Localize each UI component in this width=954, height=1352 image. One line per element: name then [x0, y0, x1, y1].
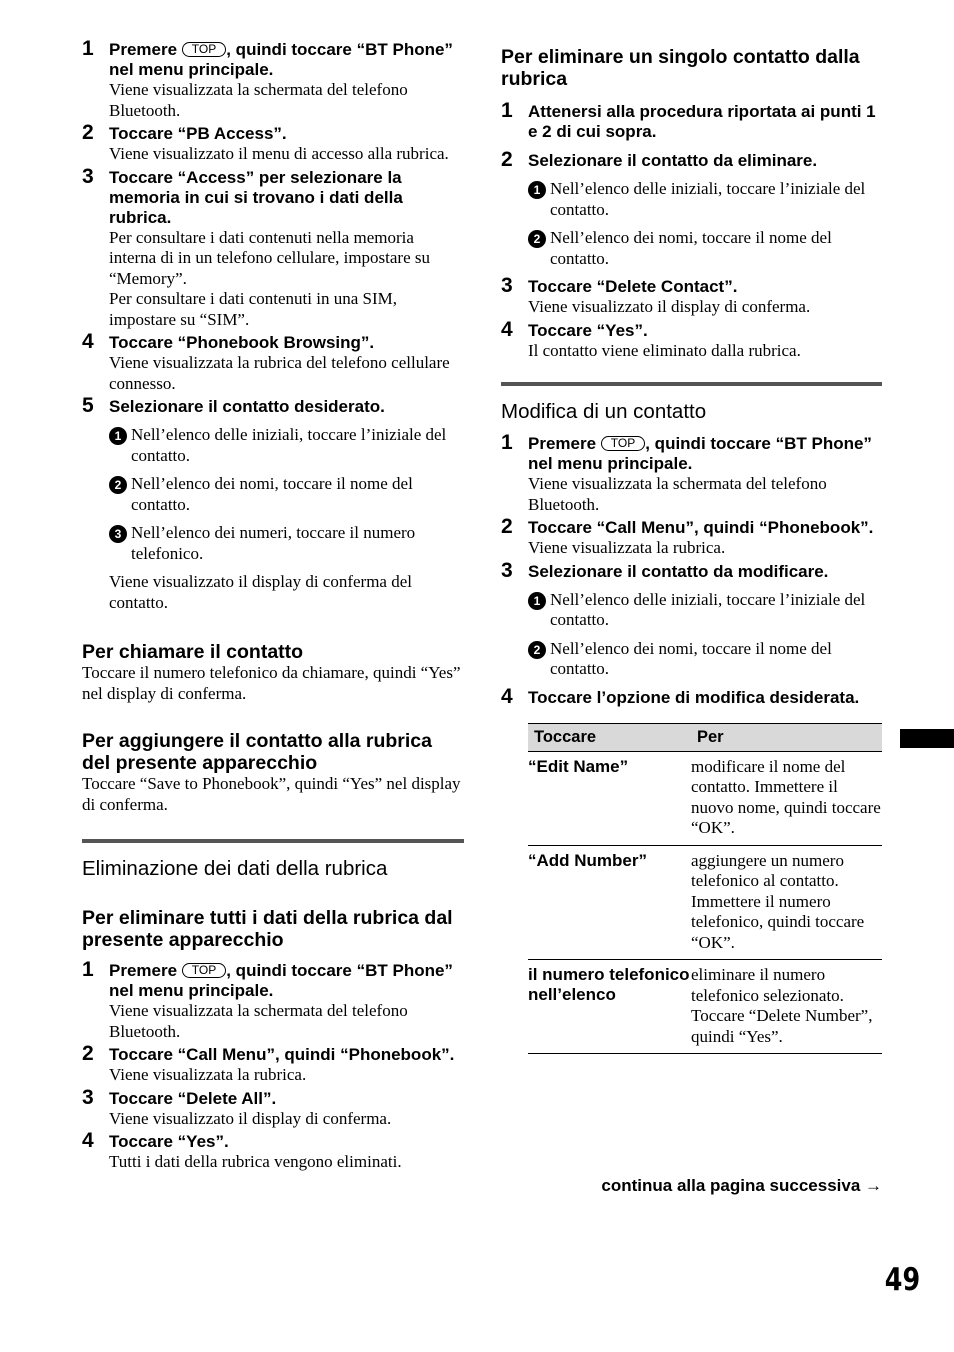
- sub-step: [109, 474, 464, 515]
- circled-number-icon: 1: [528, 592, 546, 610]
- sub-step-text: Nell’elenco dei nomi, toccare il nome del contatto.: [550, 228, 832, 268]
- circled-number-icon: 2: [528, 641, 546, 659]
- step-title: Toccare “Call Menu”, quindi “Phonebook”.: [109, 1045, 455, 1064]
- step-3: [501, 274, 882, 318]
- sub-step-text: Nell’elenco dei nomi, toccare il nome del contatto.: [131, 474, 413, 514]
- sub-step-text: Nell’elenco delle iniziali, toccare l’iniziale del contatto.: [550, 589, 866, 629]
- table-cell: il numero telefonico nell’elenco: [528, 960, 691, 1054]
- table-cell: “Edit Name”: [528, 751, 691, 845]
- step-body: Viene visualizzato il display di conferma.: [109, 1108, 392, 1128]
- step-body: Viene visualizzata la schermata del telefono Bluetooth.: [109, 1001, 408, 1041]
- circled-number-icon: 1: [109, 427, 127, 445]
- sub-step: [109, 523, 464, 564]
- top-key: TOP: [601, 436, 645, 451]
- call-body: Toccare il numero telefonico da chiamare, quindi “Yes” nel display di conferma.: [82, 663, 461, 703]
- step-2: [82, 1042, 464, 1086]
- step-1: [82, 958, 464, 1042]
- step-body: Il contatto viene eliminato dalla rubrica.: [528, 340, 801, 360]
- step-title: Selezionare il contatto desiderato.: [109, 397, 385, 416]
- step-1: [82, 37, 464, 121]
- step-title: Toccare l’opzione di modifica desiderata.: [528, 687, 860, 707]
- step-2: [501, 515, 882, 559]
- step-number: 4: [501, 684, 513, 708]
- call-heading: Per chiamare il contatto: [82, 641, 304, 663]
- sub-step: [528, 179, 882, 220]
- sub-step: [528, 639, 882, 680]
- table-header: Per: [691, 723, 882, 751]
- circled-number-icon: 2: [109, 476, 127, 494]
- table-cell: modificare il nome del contatto. Immettere il nuovo nome, quindi toccare “OK”.: [691, 751, 882, 845]
- step-body: Viene visualizzata la schermata del telefono Bluetooth.: [109, 80, 408, 120]
- step-title-pre: Premere: [528, 434, 601, 453]
- step-4: [82, 1129, 464, 1173]
- step-number: 4: [82, 1129, 94, 1152]
- step-number: 2: [82, 1042, 94, 1065]
- step-title: [528, 434, 882, 474]
- step-title-pre: Premere: [109, 40, 182, 59]
- circled-number-icon: 1: [528, 181, 546, 199]
- sub-step: [528, 228, 882, 269]
- edit-options-table: [528, 723, 882, 1055]
- step-title: Attenersi alla procedura riportata ai punti 1 e 2 di cui sopra.: [528, 102, 876, 141]
- side-tab-marker: [900, 729, 954, 748]
- step-3: [82, 1085, 464, 1130]
- sub-step: [109, 425, 464, 466]
- add-heading: Per aggiungere il contatto alla rubrica del presente apparecchio: [82, 730, 433, 774]
- step-title: Selezionare il contatto da eliminare.: [528, 151, 818, 170]
- step-title: [109, 40, 464, 80]
- step-body: Viene visualizzato il display di conferma del contatto.: [109, 572, 412, 612]
- step-body: Viene visualizzata la rubrica.: [109, 1065, 307, 1084]
- step-4: [501, 317, 882, 362]
- step-2: [82, 121, 464, 165]
- step-body: Tutti i dati della rubrica vengono eliminati.: [109, 1152, 402, 1171]
- step-body: Viene visualizzata la rubrica del telefono cellulare connesso.: [109, 353, 450, 393]
- step-number: 3: [82, 1085, 94, 1109]
- step-title: Toccare “PB Access”.: [109, 124, 287, 143]
- step-5: [82, 394, 464, 613]
- table-row: [528, 751, 882, 845]
- step-number: 3: [82, 164, 94, 188]
- table-cell: “Add Number”: [528, 845, 691, 960]
- step-number: 4: [82, 330, 94, 353]
- right-column: [501, 40, 882, 1054]
- top-key: TOP: [182, 42, 226, 57]
- step-body: Viene visualizzata la schermata del telefono Bluetooth.: [528, 474, 827, 514]
- step-title: Toccare “Yes”.: [109, 1132, 229, 1151]
- table-row: [528, 960, 882, 1054]
- table-row: [528, 845, 882, 960]
- add-body: Toccare “Save to Phonebook”, quindi “Yes” nel display di conferma.: [82, 774, 461, 814]
- sub-step-text: Nell’elenco delle iniziali, toccare l’iniziale del contatto.: [550, 179, 866, 219]
- delete-all-heading: Per eliminare tutti i dati della rubrica dal presente apparecchio: [82, 907, 453, 951]
- delete-one-heading: Per eliminare un singolo contatto dalla rubrica: [501, 46, 860, 90]
- step-title: Toccare “Yes”.: [528, 320, 648, 340]
- top-key: TOP: [182, 963, 226, 978]
- step-title-pre: Premere: [109, 961, 182, 980]
- step-body: Per consultare i dati contenuti nella memoria interna di in un telefono cellulare, impostare su “Memory”.: [109, 227, 431, 288]
- sub-step-text: Nell’elenco dei nomi, toccare il nome del contatto.: [550, 638, 832, 678]
- section-heading-delete: Eliminazione dei dati della rubrica: [82, 839, 464, 881]
- step-number: 1: [82, 958, 94, 981]
- step-title: Toccare “Phonebook Browsing”.: [109, 333, 375, 352]
- table-cell: aggiungere un numero telefonico al contatto. Immettere il numero telefonico, quindi toccare “OK”.: [691, 845, 882, 960]
- continue-note: continua alla pagina successiva →: [601, 1176, 882, 1195]
- step-body: Per consultare i dati contenuti in una SIM, impostare su “SIM”.: [109, 289, 397, 329]
- step-title-post: , quindi toccare “BT Phone” nel menu principale.: [109, 40, 453, 79]
- sub-step: [528, 590, 882, 631]
- table-header: Toccare: [528, 723, 691, 751]
- step-number: 1: [82, 37, 94, 60]
- step-title-post: , quindi toccare “BT Phone” nel menu principale.: [109, 961, 453, 1000]
- step-body: Viene visualizzata la rubrica.: [528, 538, 726, 557]
- step-number: 3: [501, 558, 513, 582]
- step-1: [501, 431, 882, 515]
- step-3: [82, 164, 464, 331]
- step-body: Viene visualizzato il display di conferma.: [528, 297, 811, 316]
- table-cell: eliminare il numero telefonico selezionato. Toccare “Delete Number”, quindi “Yes”.: [691, 960, 882, 1054]
- step-number: 5: [82, 394, 94, 417]
- step-1: [501, 99, 882, 142]
- step-title: Toccare “Call Menu”, quindi “Phonebook”.: [528, 518, 874, 537]
- sub-step-text: Nell’elenco dei numeri, toccare il numero telefonico.: [131, 523, 416, 563]
- section-heading-edit: Modifica di un contatto: [501, 382, 882, 424]
- left-column: [82, 37, 464, 1176]
- step-number: 1: [501, 99, 513, 122]
- step-number: 2: [82, 121, 94, 144]
- step-number: 4: [501, 317, 513, 341]
- step-title: [109, 961, 464, 1001]
- step-number: 3: [501, 274, 513, 297]
- step-4: [82, 330, 464, 394]
- step-number: 1: [501, 431, 513, 454]
- step-number: 2: [501, 148, 513, 171]
- table-header-row: [528, 723, 882, 751]
- page-number: 49: [884, 1262, 920, 1298]
- step-title: Toccare “Delete Contact”.: [528, 277, 738, 296]
- step-2: [501, 148, 882, 269]
- step-4: [501, 684, 882, 708]
- step-title: Selezionare il contatto da modificare.: [528, 561, 829, 581]
- step-number: 2: [501, 515, 513, 538]
- sub-step-text: Nell’elenco delle iniziali, toccare l’iniziale del contatto.: [131, 425, 447, 465]
- step-title-post: , quindi toccare “BT Phone” nel menu principale.: [528, 434, 872, 473]
- circled-number-icon: 3: [109, 525, 127, 543]
- circled-number-icon: 2: [528, 230, 546, 248]
- step-3: [501, 558, 882, 680]
- step-title: Toccare “Delete All”.: [109, 1088, 277, 1108]
- step-title: Toccare “Access” per selezionare la memoria in cui si trovano i dati della rubrica.: [109, 167, 403, 227]
- step-body: Viene visualizzato il menu di accesso alla rubrica.: [109, 144, 449, 163]
